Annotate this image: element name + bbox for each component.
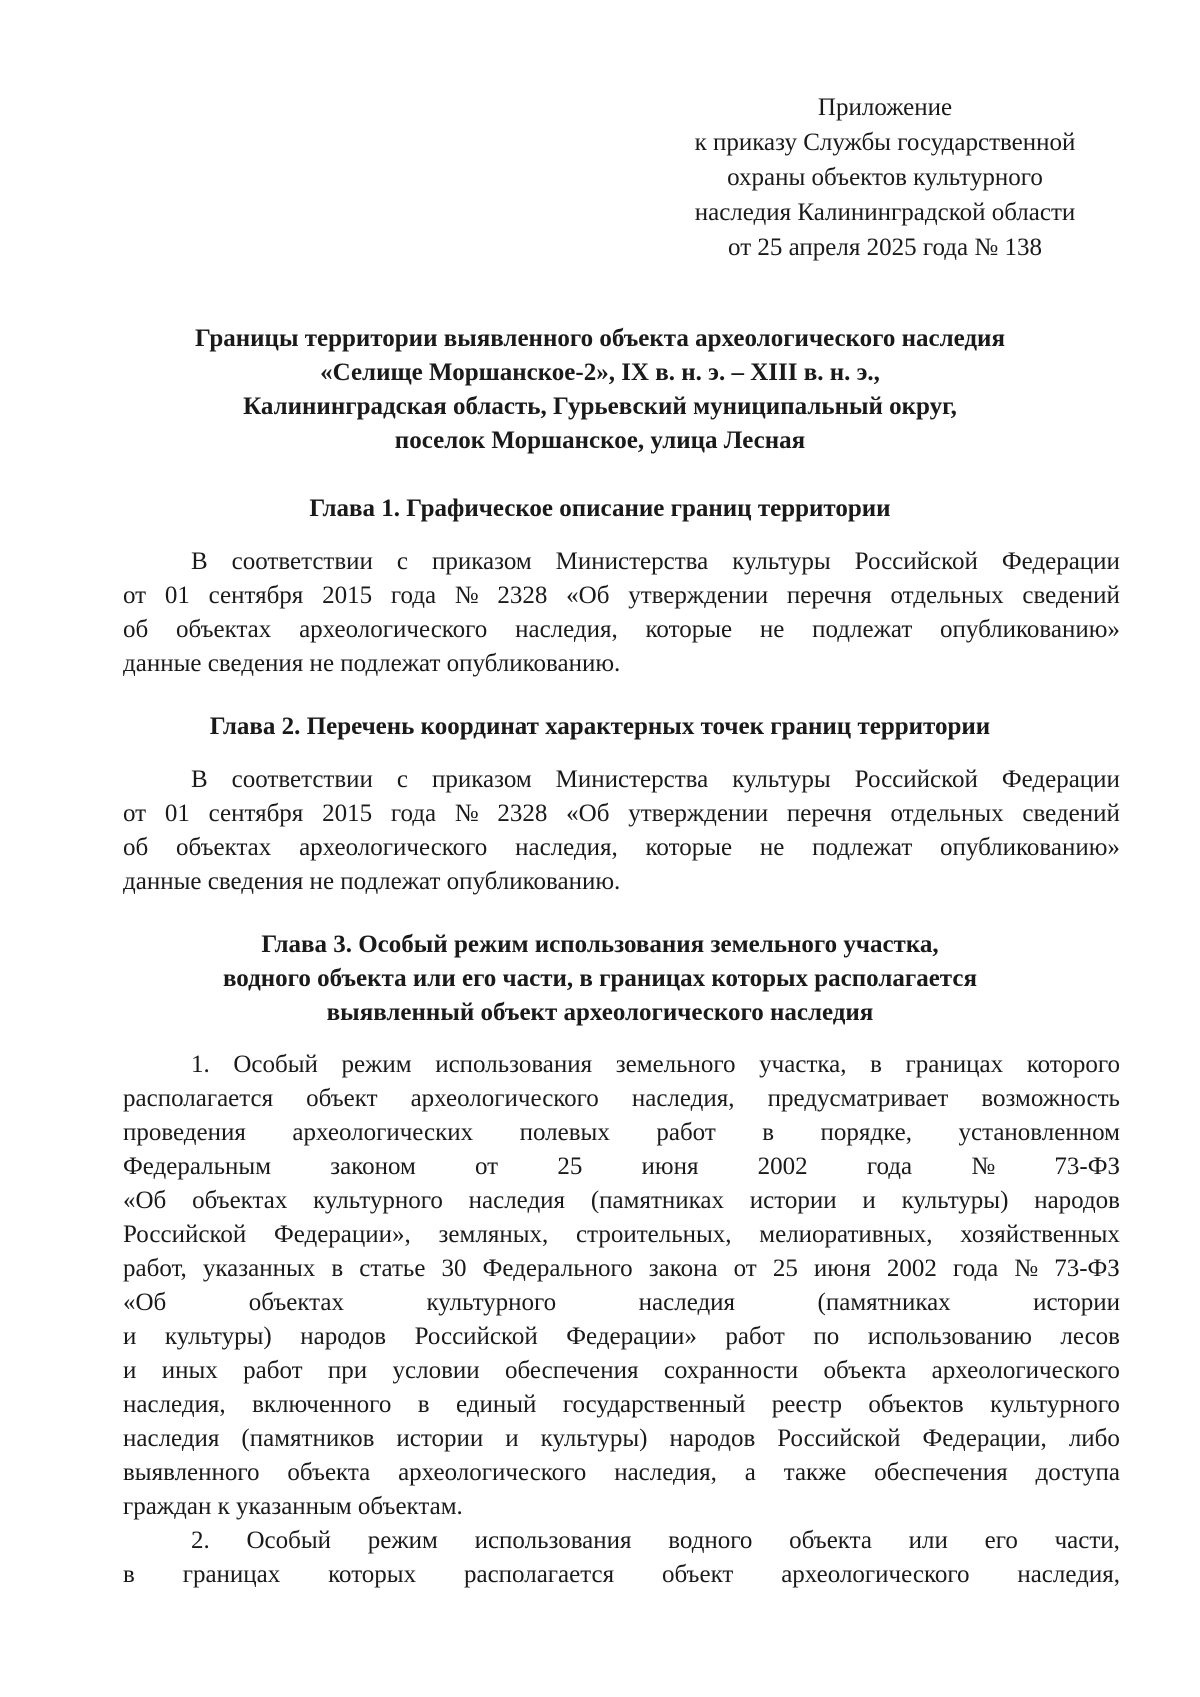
chapter-1-paragraph [123,545,1120,681]
word: В [191,548,208,575]
word: сентября [208,800,304,827]
word: утверждении [628,582,769,609]
title-line: Границы территории выявленного объекта археологического наследия [195,325,1005,352]
word: культуры) [164,1323,272,1350]
word: 30 [441,1255,467,1282]
paragraph-line [123,1558,1120,1592]
word: «Об [566,582,610,609]
word: наследия, [631,1085,735,1112]
word: наследия, [515,616,618,643]
word: земельного [615,1051,736,1078]
word: лесов [1060,1323,1120,1350]
word: 73-ФЗ [1054,1153,1120,1180]
word: объект [306,1085,378,1112]
annex-line: к приказу Службы государственной [694,129,1076,156]
word: с [396,766,408,793]
word: работ [243,1357,303,1384]
word: отдельных [890,800,1004,827]
paragraph-line [123,545,1120,579]
word: режим [367,1527,438,1554]
word: по [813,1323,840,1350]
word: статье [359,1255,426,1282]
word: 25 [772,1255,798,1282]
word: либо [1068,1425,1120,1452]
word: или [908,1527,948,1554]
word: располагается [463,1561,615,1588]
chapter-2-heading [100,710,1100,744]
word: Федерации [1001,548,1120,575]
word: работ [725,1323,785,1350]
word: наследия, [1017,1561,1120,1588]
chapter-2-paragraph [123,763,1120,899]
word: объекта [789,1527,872,1554]
word: «Об [566,800,610,827]
word: в [331,1255,344,1282]
word: подлежат [812,834,913,861]
word: соответствии [231,548,373,575]
annex-line: наследия Калининградской области [694,199,1076,226]
word: которого [1026,1051,1120,1078]
word: подлежат [812,616,913,643]
word: границах [182,1561,281,1588]
word: работ, [123,1255,187,1282]
word: земляных, [438,1221,549,1248]
word: указанных [202,1255,316,1282]
word: Федерации» [566,1323,697,1350]
word: располагается [123,1085,274,1112]
word: законом [330,1153,416,1180]
paragraph-line [123,1524,1120,1558]
word: использованию [867,1323,1032,1350]
word: Российской [123,1221,247,1248]
word: Федерации», [273,1221,411,1248]
word: включенного [252,1391,392,1418]
word: 2015 [322,582,373,609]
word: объектов [868,1391,964,1418]
word: Российской [854,766,978,793]
word: археологических [292,1119,474,1146]
word: Российской [777,1425,901,1452]
word: археологического [299,616,488,643]
title-line: поселок Моршанское, улица Лесная [394,427,806,454]
word: и [123,1323,137,1350]
word: народов [1034,1187,1120,1214]
word: проведения [123,1119,246,1146]
chapter-3-paragraph-2 [123,1524,1120,1592]
word: также [783,1459,847,1486]
paragraph-line [123,831,1120,865]
word: сохранности [663,1357,799,1384]
word: № [1014,1255,1039,1282]
annex-block [660,90,1110,265]
word: «Об [123,1187,167,1214]
word: наследия, [123,1391,226,1418]
word: 1. [191,1051,210,1078]
word: приказом [431,766,532,793]
word: наследия [123,1425,220,1452]
paragraph-line [123,1082,1120,1116]
word: не [759,616,785,643]
word: не [759,834,785,861]
word: обеспечения [874,1459,1008,1486]
paragraph-line [123,1252,1120,1286]
paragraph-line: данные сведения не подлежат опубликованию. [123,868,621,895]
word: иных [161,1357,218,1384]
word: культуры) [901,1187,1009,1214]
word: использования [435,1051,593,1078]
word: возможность [981,1085,1120,1112]
paragraph-line [123,613,1120,647]
word: Федерального [482,1255,633,1282]
word: археологического [931,1357,1120,1384]
word: доступа [1035,1459,1120,1486]
word: части, [1054,1527,1120,1554]
document-title [100,322,1100,458]
word: от [475,1153,499,1180]
word: наследия, [614,1459,717,1486]
word: Российской [854,548,978,575]
paragraph-line [123,1048,1120,1082]
word: предусматривает [767,1085,949,1112]
word: 2002 [757,1153,808,1180]
heading-line: выявленный объект археологического наследия [326,999,874,1026]
word: отдельных [890,582,1004,609]
word: Федерации, [922,1425,1047,1452]
word: года [390,800,437,827]
word: порядке, [820,1119,913,1146]
word: Министерства [555,548,709,575]
word: Министерства [555,766,709,793]
word: единый [456,1391,537,1418]
word: объекта [287,1459,371,1486]
paragraph-line [123,579,1120,613]
word: реестр [771,1391,842,1418]
word: водного [668,1527,753,1554]
word: № [971,1153,996,1180]
word: наследия [468,1187,566,1214]
word: опубликованию» [940,616,1120,643]
annex-line: охраны объектов культурного [727,164,1043,191]
word: 01 [164,800,190,827]
title-line: «Селище Моршанское-2», IX в. н. э. – XIII в. н. э., [320,359,880,386]
word: условии [392,1357,480,1384]
paragraph-line [123,1422,1120,1456]
word: соответствии [231,766,373,793]
word: об [123,616,149,643]
word: от [123,800,147,827]
paragraph-line [123,797,1120,831]
word: археологического [410,1085,599,1112]
paragraph-line [123,1354,1120,1388]
word: с [396,548,408,575]
word: в [762,1119,775,1146]
title-line: Калининградская область, Гурьевский муниципальный округ, [243,393,957,420]
annex-line: Приложение [817,94,953,121]
word: опубликованию» [940,834,1120,861]
word: работ [656,1119,716,1146]
word: сведений [1022,800,1120,827]
word: 25 [557,1153,583,1180]
paragraph-line [123,1320,1120,1354]
word: перечня [786,582,872,609]
word: объектах [192,1187,288,1214]
word: В [191,766,208,793]
word: в [417,1391,430,1418]
word: объектах [248,1289,344,1316]
word: наследия, [515,834,618,861]
word: и [123,1357,137,1384]
word: народов [300,1323,387,1350]
word: культуры [732,548,831,575]
word: сведений [1022,582,1120,609]
word: года [866,1153,913,1180]
word: культурного [990,1391,1120,1418]
word: № [454,800,479,827]
word: 2. [191,1527,210,1554]
word: государственный [562,1391,746,1418]
word: при [327,1357,368,1384]
word: объекта [823,1357,907,1384]
word: приказом [431,548,532,575]
word: использования [474,1527,632,1554]
word: № [454,582,479,609]
word: года [952,1255,999,1282]
word: 2328 [497,582,548,609]
word: которые [645,616,733,643]
word: 2002 [886,1255,937,1282]
word: истории [1033,1289,1120,1316]
word: перечня [786,800,872,827]
word: закона [648,1255,718,1282]
word: объект [661,1561,734,1588]
word: мелиоративных, [759,1221,933,1248]
word: выявленного [123,1459,260,1486]
word: Особый [246,1527,332,1554]
annex-line: от 25 апреля 2025 года № 138 [728,234,1042,261]
word: (памятниках [590,1187,724,1214]
word: Российской [414,1323,538,1350]
paragraph-line [123,763,1120,797]
word: июня [813,1255,871,1282]
word: культурного [426,1289,557,1316]
word: (памятниках [817,1289,951,1316]
word: от [123,582,147,609]
word: Федеральным [123,1153,272,1180]
word: хозяйственных [960,1221,1120,1248]
word: установленном [958,1119,1120,1146]
word: (памятников [241,1425,375,1452]
word: участка, [759,1051,847,1078]
word: сентября [208,582,304,609]
word: объектах [176,616,272,643]
word: года [390,582,437,609]
word: режим [341,1051,412,1078]
word: археологического [781,1561,970,1588]
word: от [733,1255,757,1282]
word: истории [396,1425,484,1452]
word: которые [645,834,733,861]
word: истории [749,1187,837,1214]
paragraph-line [123,1388,1120,1422]
word: полевых [519,1119,610,1146]
chapter-3-heading [100,928,1100,1030]
chapter-3-paragraph-1 [123,1048,1120,1524]
word: которых [328,1561,417,1588]
paragraph-line [123,1218,1120,1252]
paragraph-line [123,1184,1120,1218]
paragraph-line [123,1456,1120,1490]
word: Особый [233,1051,318,1078]
heading-line: Глава 2. Перечень координат характерных точек границ территории [209,713,991,740]
word: культурного [313,1187,443,1214]
word: июня [641,1153,699,1180]
paragraph-line: граждан к указанным объектам. [123,1493,463,1520]
paragraph-line [123,1286,1120,1320]
paragraph-line: данные сведения не подлежат опубликованию. [123,650,621,677]
word: и [505,1425,519,1452]
paragraph-line [123,1116,1120,1150]
word: «Об [123,1289,167,1316]
word: и [862,1187,876,1214]
heading-line: Глава 1. Графическое описание границ территории [309,495,891,522]
word: 2015 [322,800,373,827]
word: строительных, [576,1221,732,1248]
word: археологического [299,834,488,861]
heading-line: Глава 3. Особый режим использования земельного участка, [261,931,939,958]
word: наследия [638,1289,736,1316]
word: границах [905,1051,1004,1078]
word: об [123,834,149,861]
paragraph-line [123,1150,1120,1184]
word: 2328 [497,800,548,827]
chapter-1-heading [100,492,1100,526]
word: 73-ФЗ [1054,1255,1120,1282]
word: в [123,1561,135,1588]
word: культуры [732,766,831,793]
word: 01 [164,582,190,609]
word: а [744,1459,756,1486]
word: археологического [398,1459,587,1486]
word: утверждении [628,800,769,827]
word: народов [669,1425,756,1452]
word: в [870,1051,882,1078]
word: его [984,1527,1018,1554]
word: обеспечения [505,1357,639,1384]
heading-line: водного объекта или его части, в границах которых располагается [222,965,978,992]
word: Федерации [1001,766,1120,793]
word: культуры) [540,1425,648,1452]
word: объектах [176,834,272,861]
